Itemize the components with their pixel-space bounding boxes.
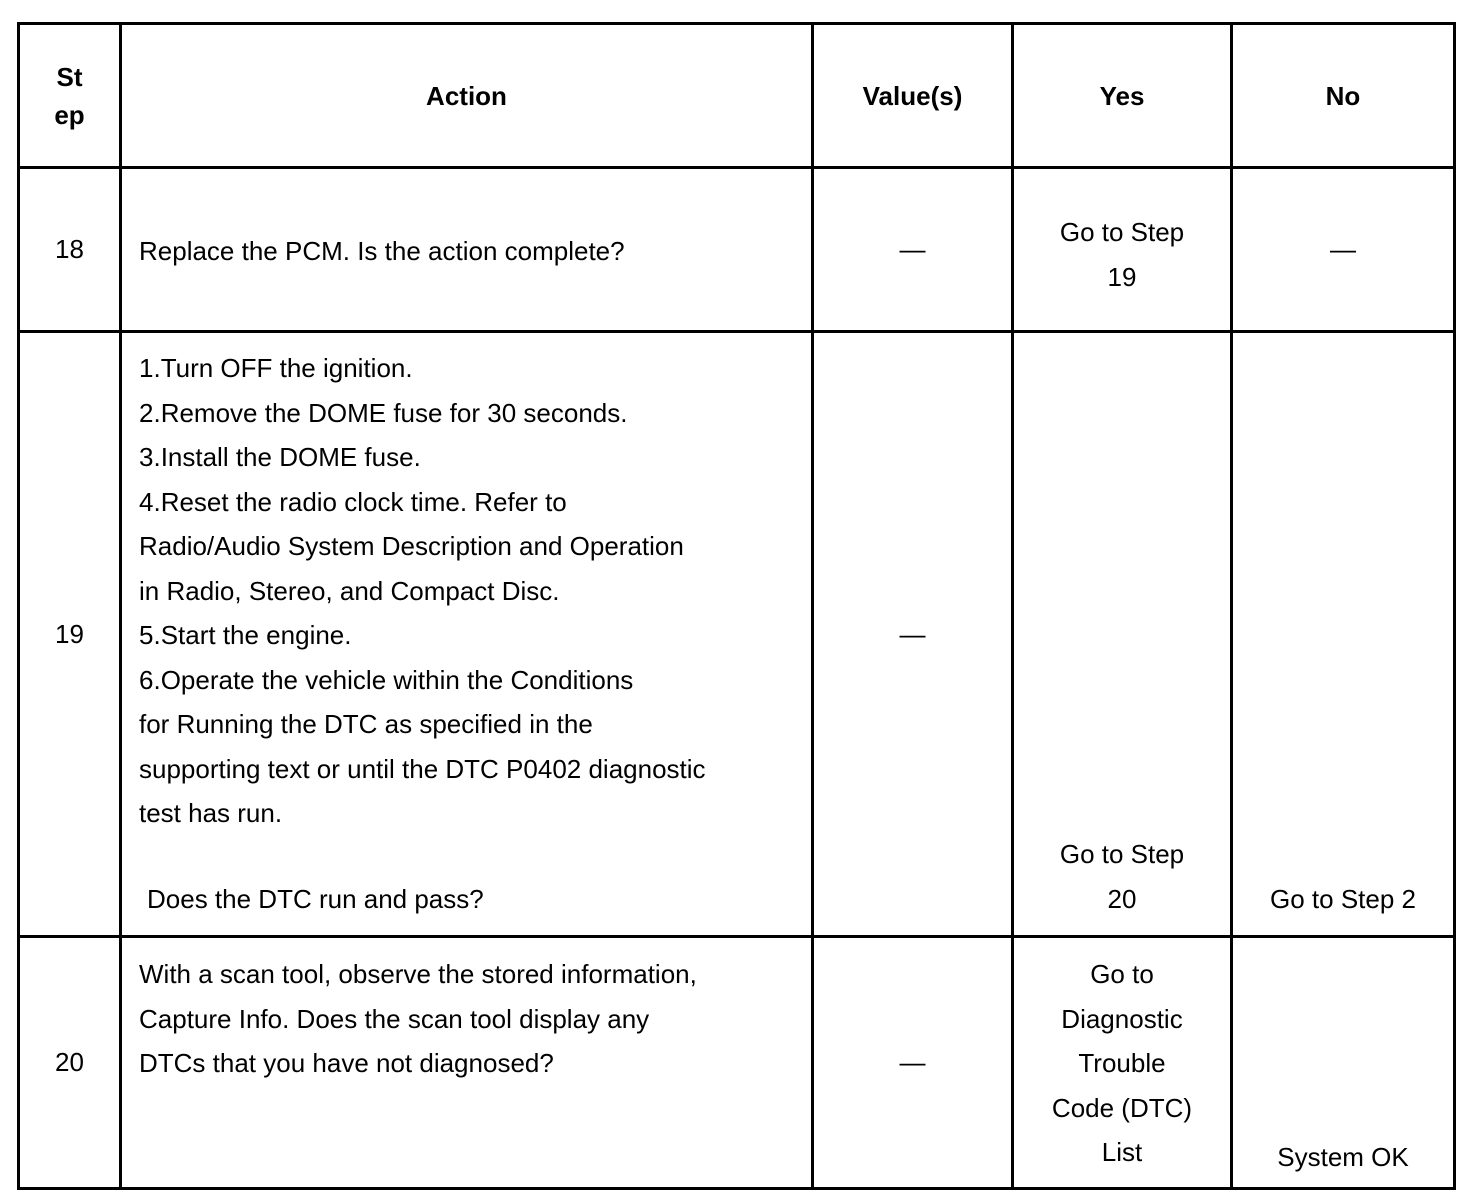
header-step-line1: St <box>56 61 83 92</box>
action-line: DTCs that you have not diagnosed? <box>139 1048 554 1078</box>
diagnostic-table <box>17 22 1456 1190</box>
item-text: Turn OFF the ignition. <box>160 353 413 383</box>
action-line <box>139 702 801 747</box>
action-line <box>139 391 801 436</box>
action-question: Does the DTC run and pass? <box>147 883 484 914</box>
item-number: 6. <box>139 664 161 695</box>
item-number: 2. <box>139 397 161 428</box>
table-row <box>19 937 1455 1189</box>
action-line <box>139 569 801 614</box>
header-no: No <box>1232 24 1455 168</box>
header-yes: Yes <box>1013 24 1232 168</box>
item-text: Operate the vehicle within the Conditions <box>160 664 634 695</box>
item-text: Reset the radio clock time. Refer to <box>160 486 567 517</box>
yes-line: Code (DTC) <box>1051 1092 1193 1123</box>
item-number: 4. <box>139 486 161 517</box>
action-line <box>139 480 801 525</box>
no-cell: — <box>1232 168 1455 332</box>
step-cell: 19 <box>19 332 121 937</box>
item-text: for Running the DTC as specified in the <box>139 709 593 739</box>
step-cell: 18 <box>19 168 121 332</box>
action-cell: Replace the PCM. Is the action complete? <box>121 168 813 332</box>
action-cell <box>121 937 813 1189</box>
item-text: Radio/Audio System Description and Operation <box>139 531 684 561</box>
header-step <box>19 24 121 168</box>
item-text: supporting text or until the DTC P0402 diagnostic <box>139 753 706 784</box>
yes-cell <box>1013 168 1232 332</box>
item-number: 3. <box>139 442 161 472</box>
action-line <box>139 435 801 480</box>
value-cell: — <box>813 332 1013 937</box>
yes-line: Trouble <box>1078 1048 1166 1078</box>
yes-line: Diagnostic <box>1061 1003 1183 1034</box>
table-row <box>19 332 1455 937</box>
table-row <box>19 168 1455 332</box>
no-cell: System OK <box>1232 937 1455 1189</box>
step-cell: 20 <box>19 937 121 1189</box>
item-text: in Radio, Stereo, and Compact Disc. <box>139 575 560 606</box>
yes-cell <box>1013 332 1232 937</box>
action-line <box>139 346 801 391</box>
no-cell: Go to Step 2 <box>1232 332 1455 937</box>
action-cell <box>121 332 813 937</box>
yes-line: Go to <box>1090 959 1154 989</box>
header-row <box>19 24 1455 168</box>
action-line <box>139 658 801 703</box>
action-line: With a scan tool, observe the stored information, <box>139 959 697 989</box>
yes-cell <box>1013 937 1232 1189</box>
header-step-line2: ep <box>54 99 85 130</box>
yes-line: Go to Step <box>1059 839 1185 869</box>
action-line <box>139 747 801 792</box>
yes-line: Go to Step <box>1059 217 1185 247</box>
item-number: 1. <box>139 353 161 383</box>
header-values: Value(s) <box>813 24 1013 168</box>
item-text: Remove the DOME fuse for 30 seconds. <box>160 397 628 428</box>
action-line <box>139 791 801 836</box>
value-cell: — <box>813 937 1013 1189</box>
action-line <box>139 524 801 569</box>
header-action: Action <box>121 24 813 168</box>
value-cell: — <box>813 168 1013 332</box>
yes-line: List <box>1101 1137 1143 1167</box>
item-text: Start the engine. <box>160 620 352 650</box>
action-line <box>139 613 801 658</box>
item-text: Install the DOME fuse. <box>160 442 421 472</box>
yes-line: 20 <box>1107 883 1137 914</box>
action-line: Capture Info. Does the scan tool display any <box>139 1003 650 1034</box>
item-text: test has run. <box>139 798 283 828</box>
item-number: 5. <box>139 620 161 650</box>
yes-line: 19 <box>1107 261 1137 292</box>
